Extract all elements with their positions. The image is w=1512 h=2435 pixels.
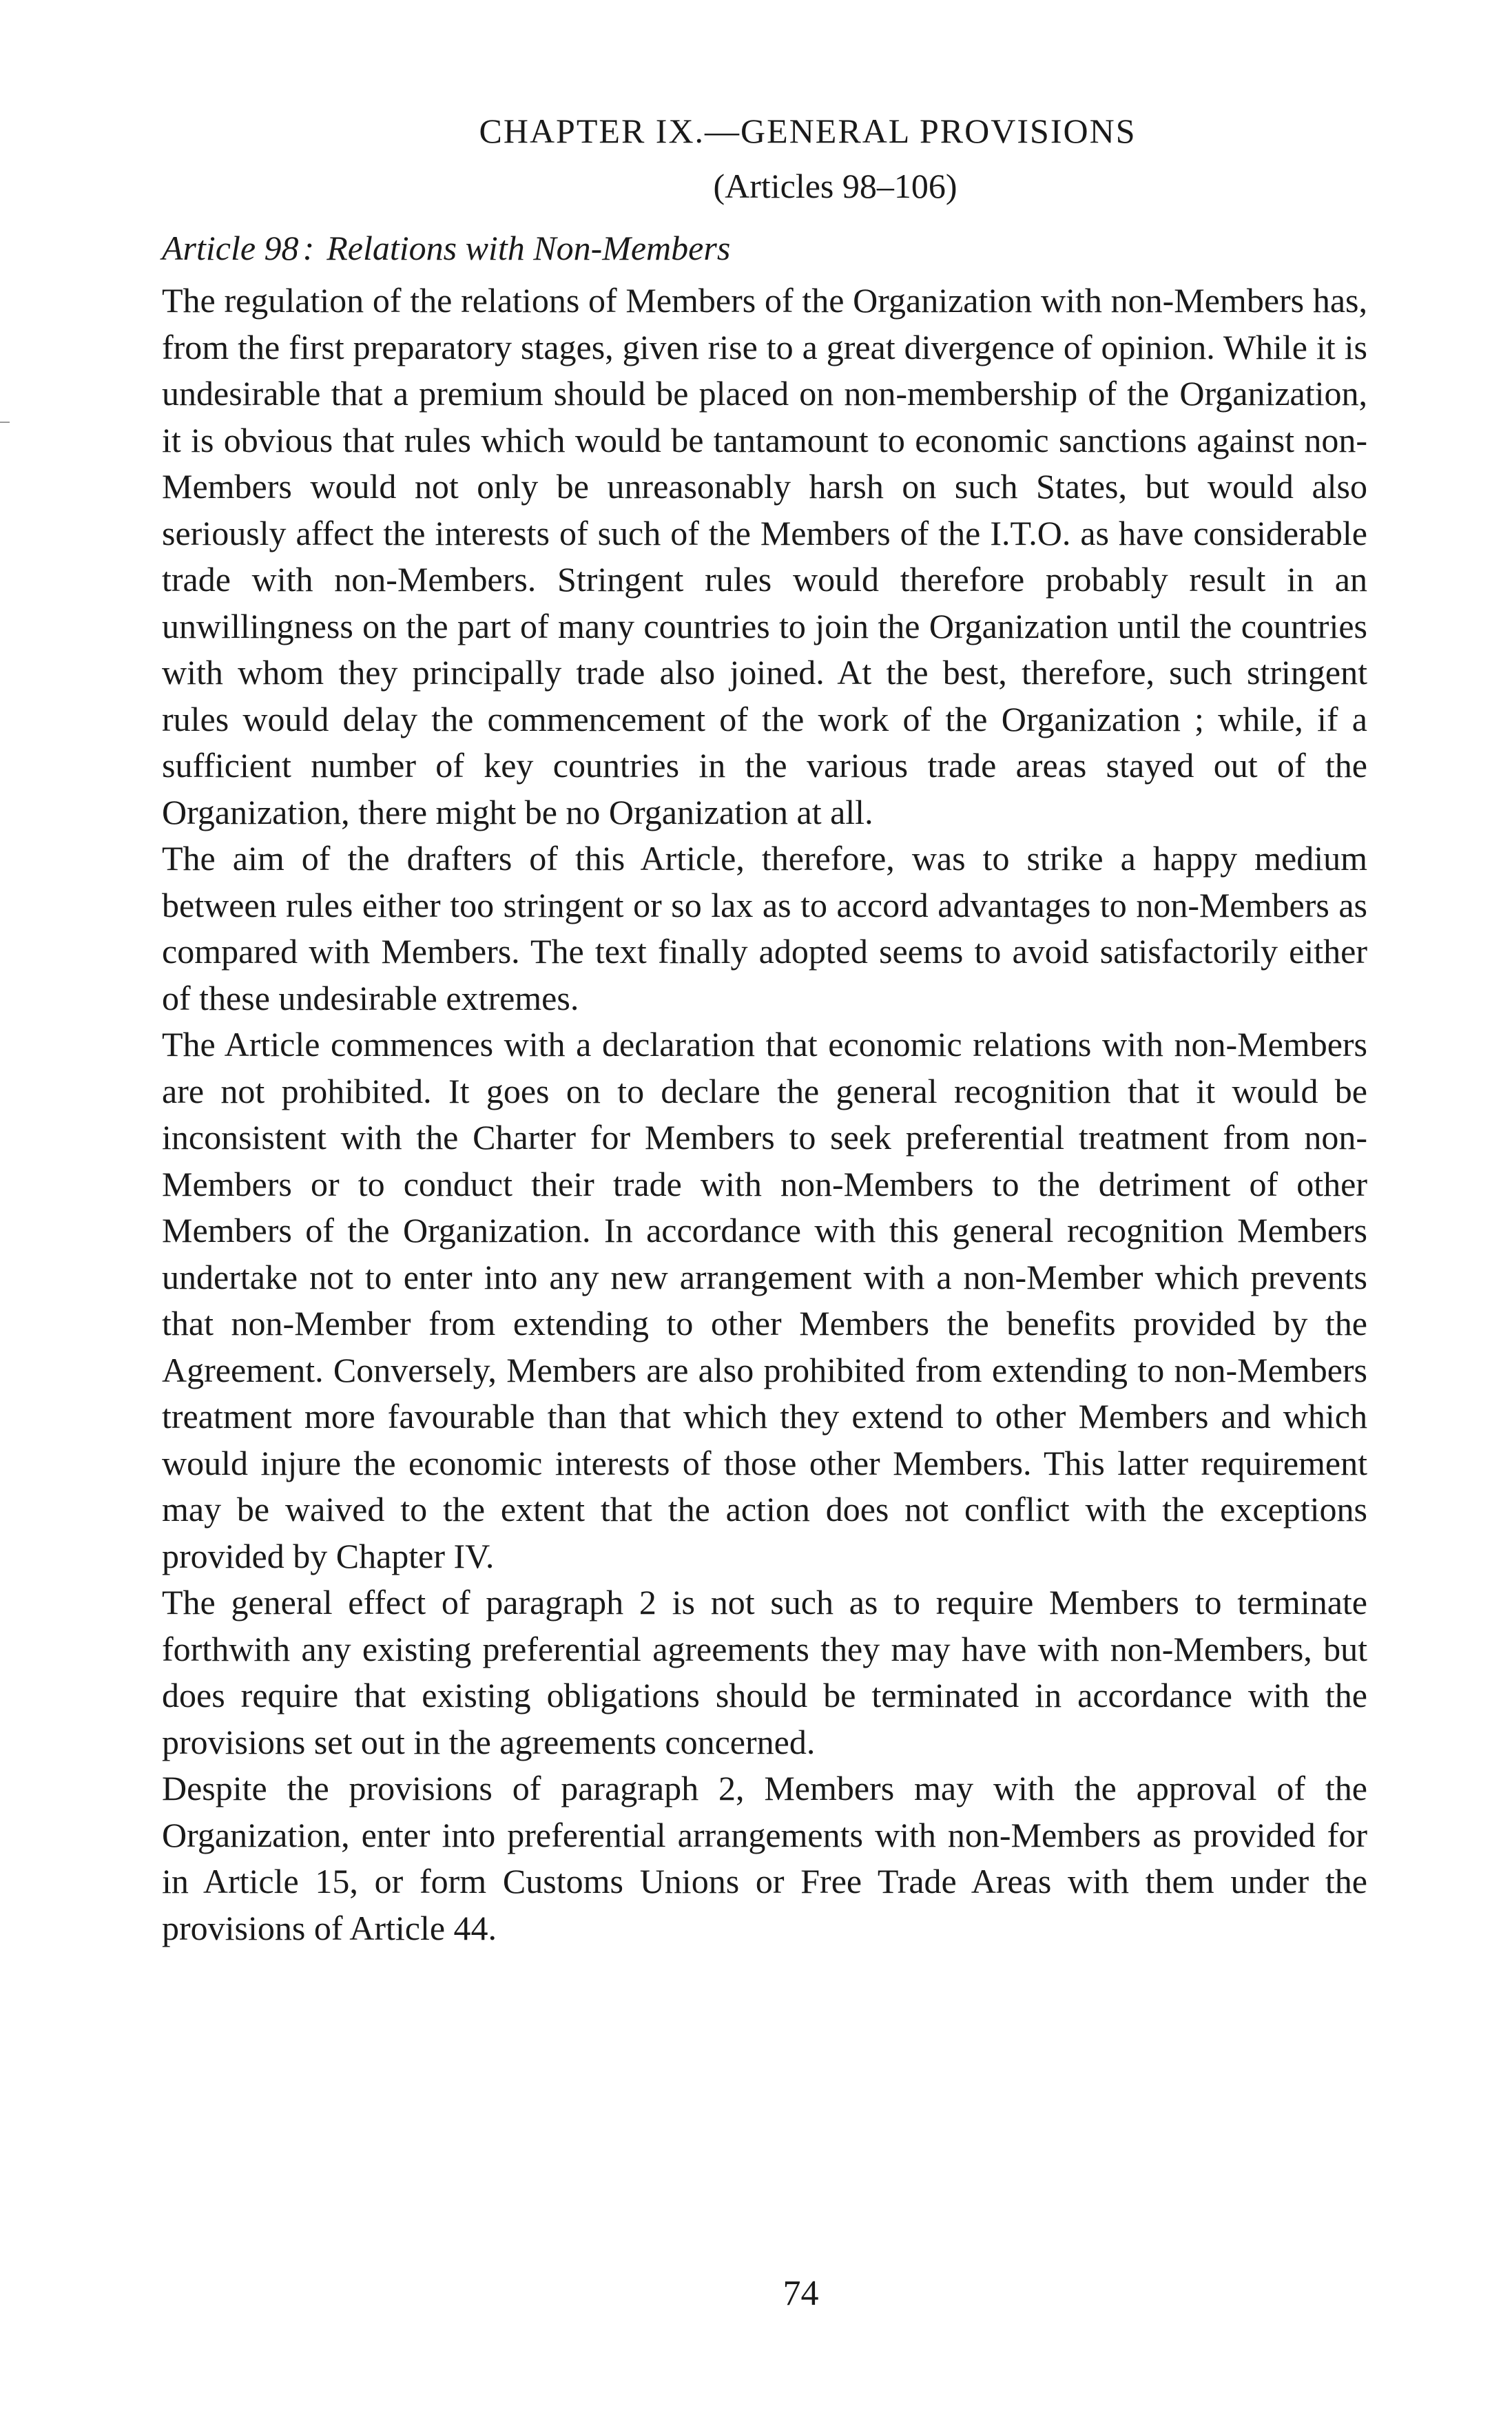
paragraph: The aim of the drafters of this Article, therefore, was to strike a happy medium between rules either too stringent or so lax as to accord advantages to non-Members as compared with Members. The text finally adopted seems to avoid satisfactorily either of these undesirable extremes. (162, 839, 1367, 1017)
article-label: Article 98 (162, 229, 299, 267)
paragraph: The general effect of paragraph 2 is not such as to require Members to terminate forthwith any existing preferential agreements they may have with non-Members, but does require that existing obligations should be terminated in accordance with the provisions set out in the agreements concerned. (162, 1583, 1367, 1761)
article-title: Relations with Non-Members (327, 229, 731, 267)
chapter-title: CHAPTER IX.—GENERAL PROVISIONS (479, 112, 1137, 150)
paragraph: The Article commences with a declaration that economic relations with non-Members are not prohibited. It goes on to declare the general recognition that it would be inconsistent with the Charter for Members to seek preferential treatment from non-Members or to conduct their trade with non-Members to the detriment of other Members of the Organization. In accordance with this general recognition Members undertake not to enter into any new arrangement with a non-Member which prevents that non-Member from extending to other Members the benefits provided by the Agreement. Conversely, Members are also prohibited from extending to non-Members treatment more favourable than that which they extend to other Members and which would injure the economic interests of those other Members. This latter requirement may be waived to the extent that the action does not conflict with the exceptions provided by Chapter IV. (162, 1025, 1367, 1575)
chapter-subtitle: (Articles 98–106) (713, 167, 957, 205)
page-number: 74 (783, 2274, 819, 2313)
article-body (162, 278, 1367, 1951)
margin-mark (0, 422, 10, 423)
paragraph: The regulation of the relations of Members of the Organization with non-Members has, from the first preparatory stages, given rise to a great divergence of opinion. While it is undesirable that a premium should be placed on non-membership of the Organization, it is obvious that rules which would be tantamount to economic sanctions against non-Members would not only be unreasonably harsh on such States, but would also seriously affect the interests of such of the Members of the I.T.O. as have considerable trade with non-Members. Stringent rules would therefore probably result in an unwillingness on the part of many countries to join the Organization until the countries with whom they principally trade also joined. At the best, therefore, such stringent rules would delay the commencement of the work of the Organization ; while, if a sufficient number of key countries in the various trade areas stayed out of the Organization, there might be no Organization at all. (162, 281, 1367, 831)
article-separator: : (302, 229, 315, 267)
paragraph: Despite the provisions of paragraph 2, Members may with the approval of the Organization, enter into preferential arrangements with non-Members as provided for in Article 15, or form Customs Unions or Free Trade Areas with them under the provisions of Article 44. (162, 1769, 1367, 1947)
article-heading (162, 227, 730, 269)
